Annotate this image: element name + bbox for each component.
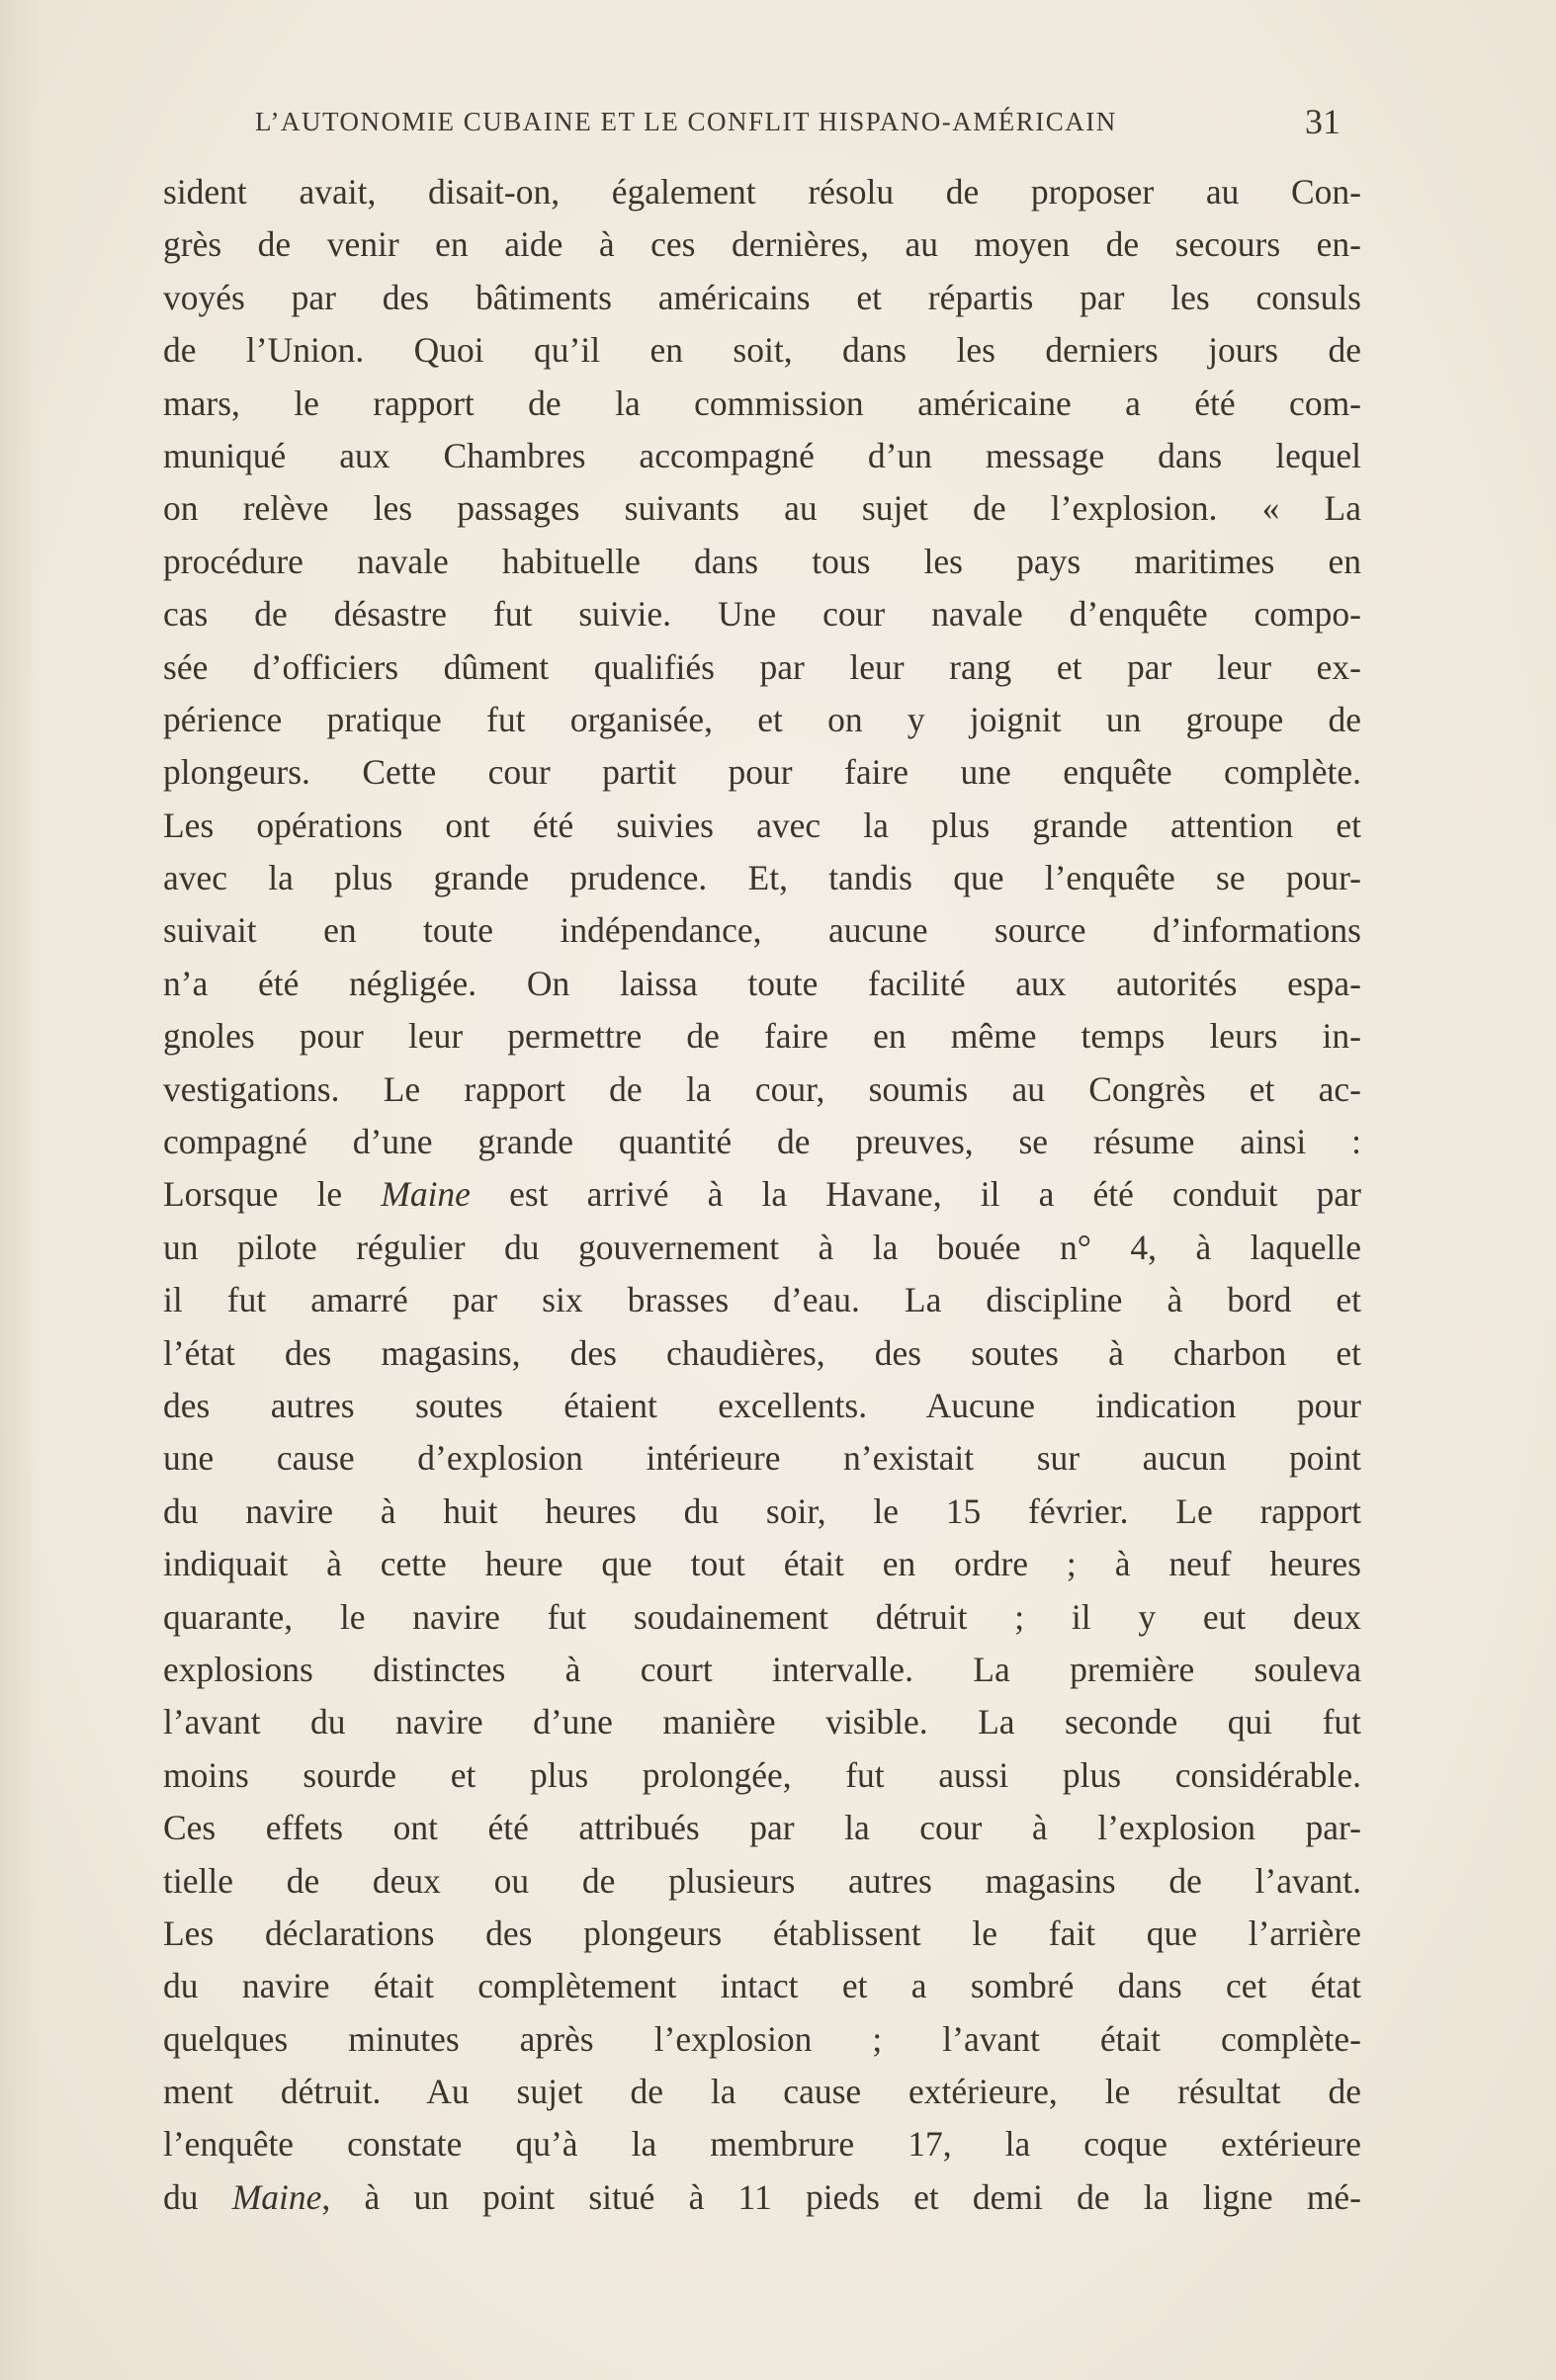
text-line: muniqué aux Chambres accompagné d’un message dans lequel	[163, 435, 1361, 475]
text-line: périence pratique fut organisée, et on y joignit un groupe de	[163, 699, 1361, 739]
text-line	[163, 1168, 1361, 1221]
text-line: suivait en toute indépendance, aucune source d’informations	[163, 910, 1361, 951]
page-gutter-shadow	[0, 0, 40, 2380]
text-line: vestigations. Le rapport de la cour, soumis au Congrès et ac-	[163, 1068, 1361, 1109]
running-head	[255, 97, 1340, 146]
text-line: il fut amarré par six brasses d’eau. La discipline à bord et	[163, 1280, 1361, 1320]
text-line: moins sourde et plus prolongée, fut aussi plus considérable.	[163, 1754, 1361, 1795]
text-line: indiquait à cette heure que tout était en ordre ; à neuf heures	[163, 1544, 1361, 1584]
text-line: une cause d’explosion intérieure n’existait sur aucun point	[163, 1438, 1361, 1479]
text-line: du navire à huit heures du soir, le 15 février. Le rapport	[163, 1490, 1361, 1531]
text-line: des autres soutes étaient excellents. Aucune indication pour	[163, 1385, 1361, 1425]
text-fragment: du	[163, 2176, 232, 2217]
text-line: tielle de deux ou de plusieurs autres magasins de l’avant.	[163, 1860, 1361, 1901]
text-line: cas de désastre fut suivie. Une cour navale d’enquête compo-	[163, 594, 1361, 635]
text-line: l’enquête constate qu’à la membrure 17, la coque extérieure	[163, 2124, 1361, 2165]
text-line: Les opérations ont été suivies avec la plus grande attention et	[163, 805, 1361, 845]
text-line: sée d’officiers dûment qualifiés par leur rang et par leur ex-	[163, 646, 1361, 687]
text-line: avec la plus grande prudence. Et, tandis que l’enquête se pour-	[163, 858, 1361, 898]
text-line: ment détruit. Au sujet de la cause extérieure, le résultat de	[163, 2072, 1361, 2112]
text-line: de l’Union. Quoi qu’il en soit, dans les derniers jours de	[163, 330, 1361, 371]
text-fragment: Lorsque le	[163, 1174, 382, 1215]
text-line: un pilote régulier du gouvernement à la bouée n° 4, à laquelle	[163, 1227, 1361, 1267]
text-line: compagné d’une grande quantité de preuves, se résume ainsi :	[163, 1122, 1361, 1162]
text-line	[163, 2171, 1361, 2224]
text-line: Ces effets ont été attribués par la cour à l’explosion par-	[163, 1808, 1361, 1848]
text-line: gnoles pour leur permettre de faire en même temps leurs in-	[163, 1016, 1361, 1057]
text-line: l’avant du navire d’une manière visible. La seconde qui fut	[163, 1702, 1361, 1742]
text-fragment: , à un point situé à 11 pieds et demi de la ligne mé-	[321, 2176, 1361, 2217]
text-line: sident avait, disait-on, également résolu de proposer au Con-	[163, 172, 1361, 212]
text-line: explosions distinctes à court intervalle. La première souleva	[163, 1649, 1361, 1689]
body-text	[163, 166, 1361, 2224]
text-line: mars, le rapport de la commission américaine a été com-	[163, 382, 1361, 423]
text-line: plongeurs. Cette cour partit pour faire une enquête complète.	[163, 752, 1361, 793]
text-line: procédure navale habituelle dans tous les pays maritimes en	[163, 541, 1361, 581]
text-line: quelques minutes après l’explosion ; l’avant était complète-	[163, 2018, 1361, 2059]
text-line: n’a été négligée. On laissa toute facilité aux autorités espa-	[163, 963, 1361, 1003]
text-line: l’état des magasins, des chaudières, des soutes à charbon et	[163, 1332, 1361, 1373]
running-title: L’AUTONOMIE CUBAINE ET LE CONFLIT HISPANO-AMÉRICAIN	[255, 107, 1117, 136]
page-number: 31	[1305, 102, 1340, 141]
text-line: Les déclarations des plongeurs établissent le fait que l’arrière	[163, 1912, 1361, 1953]
ship-name-italic: Maine	[231, 2176, 322, 2217]
text-line: quarante, le navire fut soudainement détruit ; il y eut deux	[163, 1596, 1361, 1637]
text-line: du navire était complètement intact et a sombré dans cet état	[163, 1966, 1361, 2006]
ship-name-italic: Maine	[381, 1174, 471, 1215]
text-line: on relève les passages suivants au sujet de l’explosion. « La	[163, 488, 1361, 529]
text-line: voyés par des bâtiments américains et répartis par les consuls	[163, 277, 1361, 317]
text-fragment: est arrivé à la Havane, il a été conduit par	[470, 1174, 1361, 1215]
text-line: grès de venir en aide à ces dernières, au moyen de secours en-	[163, 224, 1361, 265]
